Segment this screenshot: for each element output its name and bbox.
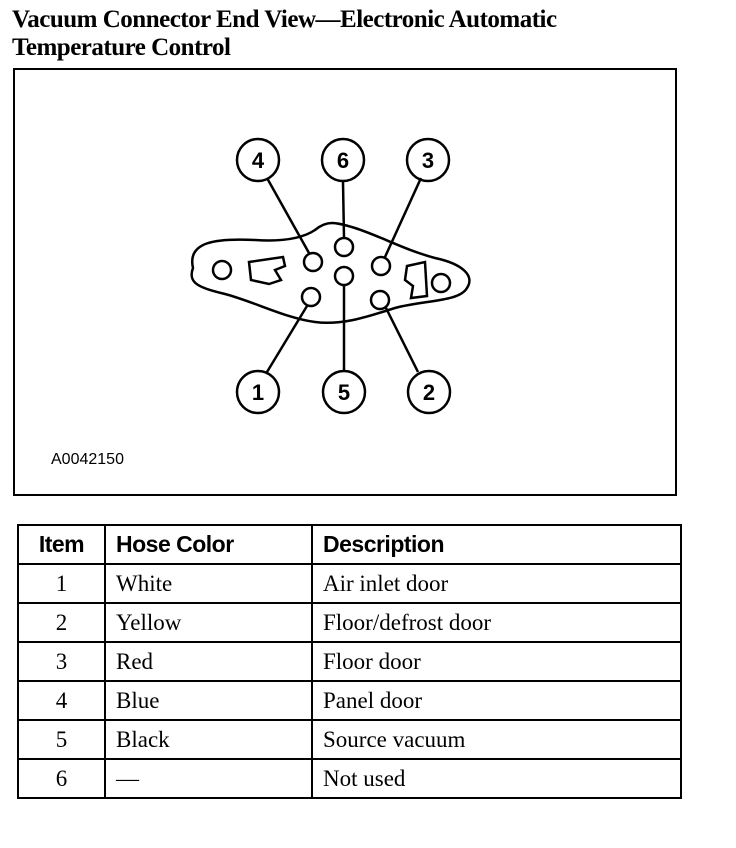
- header-hose-color: Hose Color: [105, 525, 312, 564]
- cell-description: Panel door: [312, 681, 681, 720]
- cell-description: Source vacuum: [312, 720, 681, 759]
- cell-hose-color: Black: [105, 720, 312, 759]
- header-description: Description: [312, 525, 681, 564]
- page-title: [12, 6, 722, 62]
- right-mount-hole: [432, 274, 450, 292]
- cell-item: 3: [18, 642, 105, 681]
- cell-hose-color: —: [105, 759, 312, 798]
- leader-2: [386, 308, 418, 372]
- cell-description: Air inlet door: [312, 564, 681, 603]
- figure-id: A0042150: [51, 451, 124, 468]
- table-row: [18, 681, 681, 720]
- port-2: [371, 291, 389, 309]
- port-5: [335, 267, 353, 285]
- table-row: [18, 564, 681, 603]
- right-recess: [405, 262, 427, 298]
- cell-item: 5: [18, 720, 105, 759]
- leader-6: [343, 182, 344, 238]
- table-header-row: [18, 525, 681, 564]
- cell-item: 1: [18, 564, 105, 603]
- port-3: [372, 257, 390, 275]
- header-item: Item: [18, 525, 105, 564]
- callout-5: 5: [337, 380, 351, 405]
- connector-diagram: [13, 68, 677, 496]
- callout-1: 1: [251, 380, 265, 405]
- port-1: [302, 288, 320, 306]
- title-line-1: Vacuum Connector End View—Electronic Automatic: [12, 6, 557, 33]
- left-mount-hole: [213, 261, 231, 279]
- callout-3: 3: [421, 148, 435, 173]
- callout-6: 6: [336, 148, 350, 173]
- table-row: [18, 759, 681, 798]
- cell-hose-color: White: [105, 564, 312, 603]
- cell-hose-color: Red: [105, 642, 312, 681]
- cell-item: 2: [18, 603, 105, 642]
- cell-description: Not used: [312, 759, 681, 798]
- left-recess: [249, 257, 285, 284]
- callout-4: 4: [251, 148, 265, 173]
- leader-4: [267, 178, 309, 253]
- table-row: [18, 720, 681, 759]
- hose-color-table: [17, 524, 682, 799]
- cell-item: 4: [18, 681, 105, 720]
- cell-description: Floor/defrost door: [312, 603, 681, 642]
- title-line-2: Temperature Control: [12, 34, 231, 61]
- leader-3: [385, 178, 421, 257]
- connector-drawing: [15, 70, 675, 494]
- cell-hose-color: Blue: [105, 681, 312, 720]
- port-4: [304, 253, 322, 271]
- cell-description: Floor door: [312, 642, 681, 681]
- cell-hose-color: Yellow: [105, 603, 312, 642]
- table-row: [18, 603, 681, 642]
- cell-item: 6: [18, 759, 105, 798]
- connector-body: [192, 223, 470, 323]
- callout-2: 2: [422, 380, 436, 405]
- port-6: [335, 238, 353, 256]
- table-row: [18, 642, 681, 681]
